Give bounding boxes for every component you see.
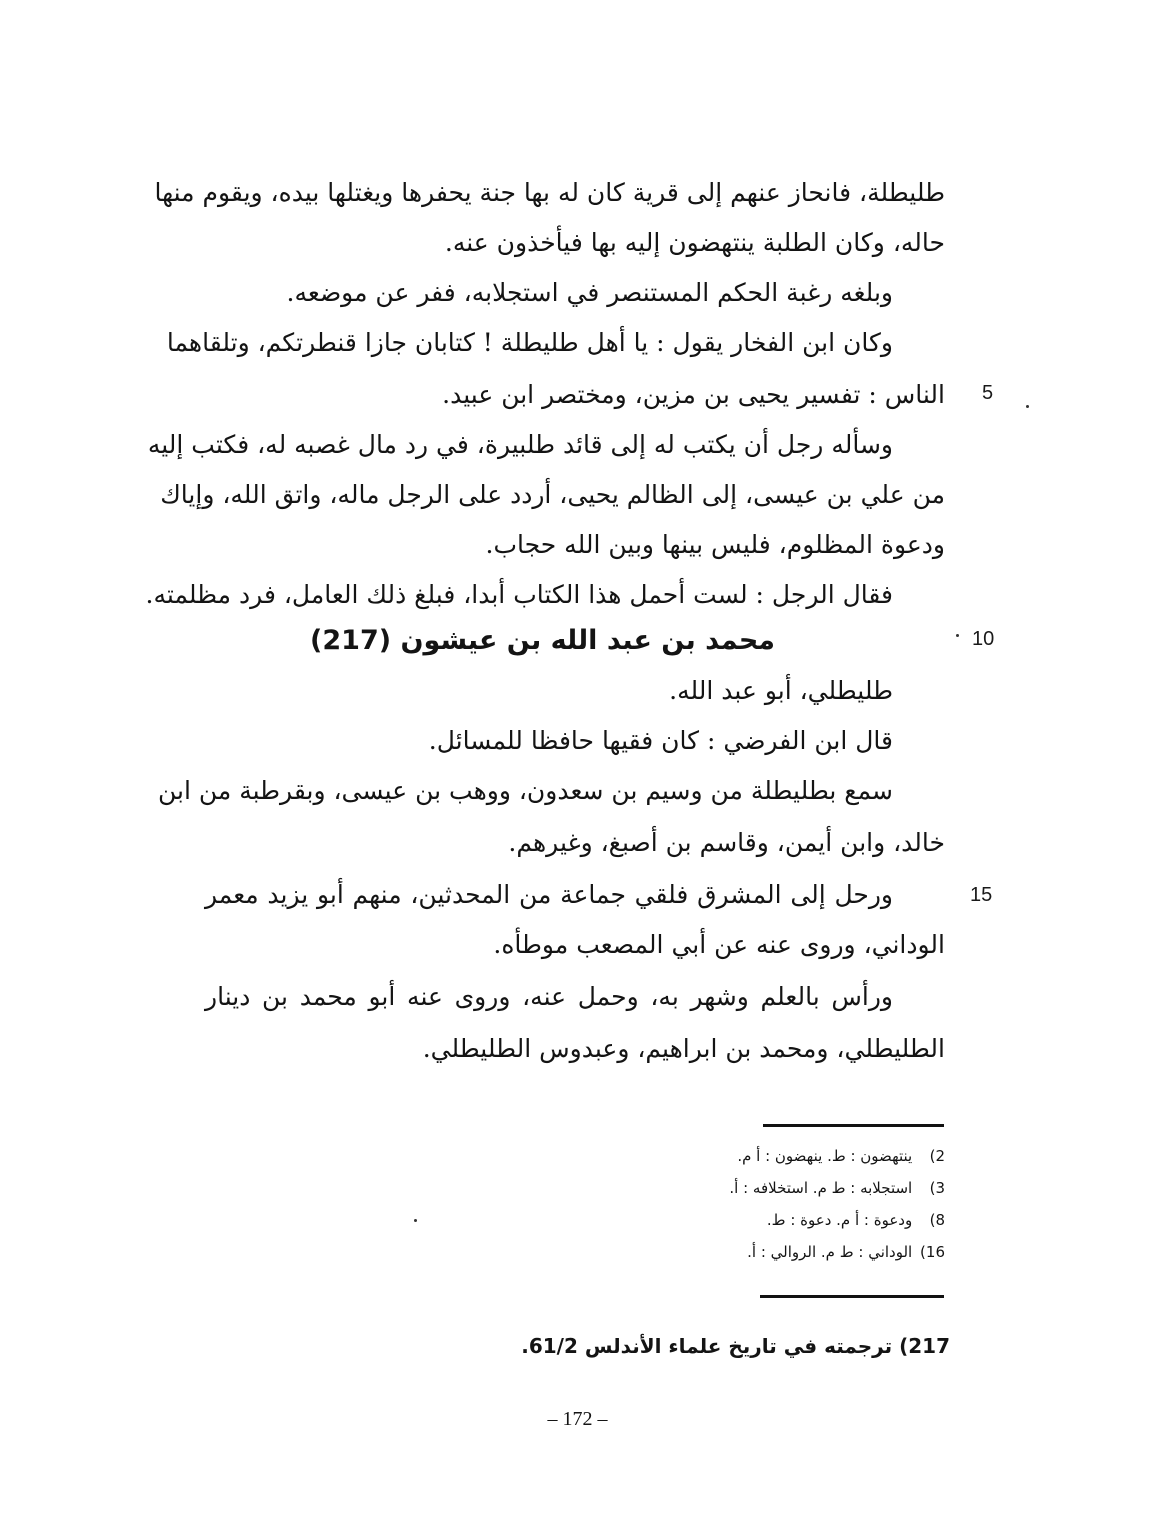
footnote-rule-top: [763, 1124, 944, 1127]
section-heading: محمد بن عبد الله بن عيشون (217): [310, 625, 775, 656]
line-number-10: 10: [972, 628, 995, 650]
text-line-3: وبلغه رغبة الحكم المستنصر في استجلابه، ففر عن موضعه.: [286, 278, 893, 307]
footnote-number: 2): [929, 1147, 945, 1165]
footnote-text: الوداني : ط م. الروالي : أ.: [747, 1243, 913, 1261]
footnote-1: [737, 1142, 945, 1170]
text-line-6: وسأله رجل أن يكتب له إلى قائد طلبيرة، في رد مال غصبه له، فكتب إليه: [147, 430, 893, 459]
text-line-18: الطليطلي، ومحمد بن ابراهيم، وعبدوس الطليطلي.: [422, 1034, 945, 1063]
text-line-7: من علي بن عيسى، إلى الظالم يحيى، أردد على الرجل ماله، واتق الله، وإياك: [160, 480, 945, 509]
footnote-text: ينتهضون : ط. ينهضون : أ م.: [737, 1147, 913, 1165]
footnote-text: ودعوة : أ م. دعوة : ط.: [766, 1211, 913, 1229]
text-line-5: الناس : تفسير يحيى بن مزين، ومختصر ابن عبيد.: [442, 380, 945, 409]
text-line-17: ورأس بالعلم وشهر به، وحمل عنه، وروى عنه أبو محمد بن دينار: [205, 982, 893, 1011]
footnote-2: [729, 1174, 945, 1202]
line-number-5: 5: [982, 382, 994, 404]
text-line-1: طليطلة، فانحاز عنهم إلى قرية كان له بها جنة يحفرها ويغتلها بيده، ويقوم منها: [154, 178, 945, 207]
reference-note: 217) ترجمته في تاريخ علماء الأندلس 61/2.: [521, 1334, 950, 1358]
scan-speck: [956, 634, 959, 637]
footnote-number: 8): [929, 1211, 945, 1229]
text-line-13: سمع بطليطلة من وسيم بن سعدون، ووهب بن عيسى، وبقرطبة من ابن: [157, 776, 893, 805]
text-line-16: الوداني، وروى عنه عن أبي المصعب موطأه.: [493, 930, 945, 959]
text-line-9: فقال الرجل : لست أحمل هذا الكتاب أبدا، فبلغ ذلك العامل، فرد مظلمته.: [145, 580, 893, 609]
footnote-rule-bottom: [760, 1295, 944, 1298]
footnote-4: [747, 1238, 945, 1266]
scan-speck: [1026, 405, 1029, 408]
text-line-4: وكان ابن الفخار يقول : يا أهل طليطلة ! كتابان جازا قنطرتكم، وتلقاهما: [166, 328, 893, 357]
text-line-8: ودعوة المظلوم، فليس بينها وبين الله حجاب.: [485, 530, 945, 559]
line-number-15: 15: [970, 884, 993, 906]
page-number: – 172 –: [547, 1408, 608, 1430]
footnote-number: 3): [929, 1179, 945, 1197]
text-line-11: طليطلي، أبو عبد الله.: [669, 676, 893, 705]
footnote-number: 16): [920, 1243, 945, 1261]
footnote-text: استجلابه : ط م. استخلافه : أ.: [729, 1179, 913, 1197]
text-line-2: حاله، وكان الطلبة ينتهضون إليه بها فيأخذون عنه.: [444, 228, 945, 257]
footnote-3: [767, 1206, 945, 1234]
scan-speck: [414, 1219, 417, 1222]
text-line-15: ورحل إلى المشرق فلقي جماعة من المحدثين، منهم أبو يزيد معمر: [205, 880, 893, 909]
text-line-14: خالد، وابن أيمن، وقاسم بن أصبغ، وغيرهم.: [508, 828, 945, 857]
text-line-12: قال ابن الفرضي : كان فقيها حافظا للمسائل.: [428, 726, 893, 755]
